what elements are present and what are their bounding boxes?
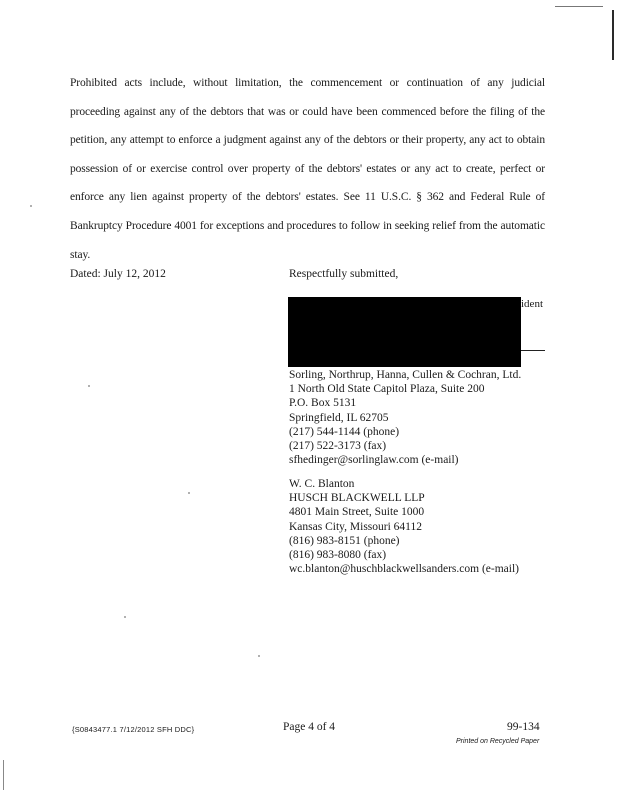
- footer-page-number: Page 4 of 4: [283, 721, 336, 733]
- address-line: 4801 Main Street, Suite 1000: [289, 506, 425, 519]
- redacted-text-residue: ident: [521, 298, 543, 310]
- address-line: P.O. Box 5131: [289, 397, 357, 410]
- footer-doc-id: {S0843477.1 7/12/2012 SFH DDC}: [72, 725, 195, 734]
- redaction-box: [288, 297, 521, 367]
- respectfully-submitted: Respectfully submitted,: [289, 268, 399, 280]
- phone-line: (816) 983-8151 (phone): [289, 534, 400, 547]
- fax-line: (816) 983-8080 (fax): [289, 549, 387, 562]
- scan-speck: [30, 205, 32, 207]
- footer-case-number: 99-134: [507, 721, 540, 733]
- firm-name: HUSCH BLACKWELL LLP: [289, 492, 425, 505]
- counsel-block-sorling: [289, 368, 521, 467]
- counsel-block-husch: [289, 477, 519, 576]
- signature-line: [521, 350, 545, 351]
- phone-line: (217) 544-1144 (phone): [289, 425, 400, 438]
- scan-edge-mark: [612, 10, 614, 60]
- email-line: sfhedinger@sorlinglaw.com (e-mail): [289, 454, 459, 467]
- scan-edge-mark: [3, 760, 4, 790]
- footer-recycled-note: Printed on Recycled Paper: [456, 738, 540, 745]
- city-line: Kansas City, Missouri 64112: [289, 520, 422, 533]
- body-paragraph: Prohibited acts include, without limitation, the commencement or continuation of any judicial proceeding against any of the debtors that was or could have been commenced before the filing of the petition, any attempt to enforce a judgment against any of the debtors or their property, any act to obtain possession of or exercise control over property of the debtors' estates or any act to create, perfect or enforce any lien against property of the debtors' estates. See 11 U.S.C. § 362 and Federal Rule of Bankruptcy Procedure 4001 for exceptions and procedures to follow in seeking relief from the automatic stay.: [70, 77, 545, 261]
- scan-speck: [88, 385, 90, 387]
- email-line: wc.blanton@huschblackwellsanders.com (e-mail): [289, 563, 519, 576]
- dated-line: Dated: July 12, 2012: [70, 268, 166, 280]
- attorney-name: W. C. Blanton: [289, 478, 355, 490]
- scan-speck: [124, 616, 126, 618]
- city-line: Springfield, IL 62705: [289, 411, 389, 424]
- address-line: 1 North Old State Capitol Plaza, Suite 200: [289, 383, 485, 396]
- scan-edge-mark: [555, 6, 603, 7]
- firm-name: Sorling, Northrup, Hanna, Cullen & Cochran, Ltd.: [289, 369, 522, 381]
- scan-speck: [258, 655, 260, 657]
- scan-speck: [188, 492, 190, 494]
- fax-line: (217) 522-3173 (fax): [289, 440, 387, 453]
